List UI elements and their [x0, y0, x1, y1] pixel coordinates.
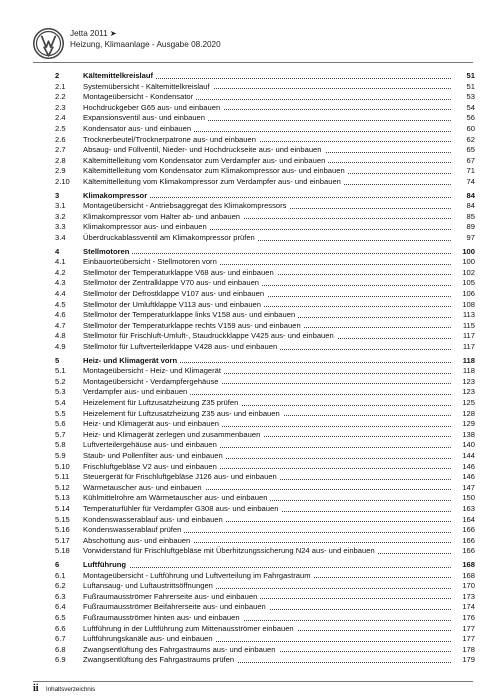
- toc-section-entry[interactable]: [55, 166, 475, 177]
- toc-entry-title[interactable]: Zwangsentlüftung des Fahrgastraums aus- und einbauen: [83, 645, 279, 656]
- toc-section-entry[interactable]: [55, 342, 475, 353]
- toc-entry-page[interactable]: 140: [451, 440, 475, 451]
- toc-entry-page[interactable]: 128: [451, 409, 475, 420]
- toc-section-entry[interactable]: [55, 592, 475, 603]
- toc-entry-page[interactable]: 106: [451, 289, 475, 300]
- toc-entry-page[interactable]: 170: [451, 581, 475, 592]
- toc-section-entry[interactable]: [55, 310, 475, 321]
- toc-entry-number: 5.11: [55, 472, 70, 482]
- dot-leader: [83, 567, 451, 568]
- toc-section-entry[interactable]: [55, 82, 475, 93]
- toc-entry-page[interactable]: 89: [451, 222, 475, 233]
- toc-entry-number: 2.3: [55, 102, 66, 112]
- toc-section-entry[interactable]: [55, 103, 475, 114]
- toc-entry-page[interactable]: 84: [451, 191, 475, 202]
- toc-entry-title[interactable]: Montageübersicht - Antriebsaggregat des Klimakompressors: [83, 201, 289, 212]
- toc-entry-title[interactable]: Heizelement für Luftzusatzheizung Z35 aus- und einbauen: [83, 409, 283, 420]
- toc-section-entry[interactable]: [55, 222, 475, 233]
- toc-entry-number: 5.16: [55, 525, 70, 535]
- toc-entry-page[interactable]: 177: [451, 634, 475, 645]
- toc-section-entry[interactable]: [55, 300, 475, 311]
- toc-entry-number: 5.4: [55, 397, 66, 407]
- toc-entry-number: 5.15: [55, 514, 70, 524]
- toc-chapter-entry[interactable]: [55, 247, 475, 258]
- toc-entry-number: 5.17: [55, 535, 70, 545]
- toc-entry-page[interactable]: 54: [451, 103, 475, 114]
- toc-section-entry[interactable]: [55, 546, 475, 557]
- toc-entry-title[interactable]: Stellmotor der Temperaturklappe V68 aus- und einbauen: [83, 268, 277, 279]
- toc-entry-number: 3.1: [55, 201, 66, 211]
- toc-chapter-entry[interactable]: [55, 356, 475, 367]
- manual-subtitle: Heizung, Klimaanlage - Ausgabe 08.2020: [70, 40, 221, 49]
- toc-entry-number: 2.5: [55, 124, 66, 134]
- toc-section-entry[interactable]: [55, 419, 475, 430]
- toc-entry-title[interactable]: Luftansaug- und Luftaustrittsöffnungen: [83, 581, 216, 592]
- toc-entry-title[interactable]: Kältemittelleitung vom Kondensator zum Verdampfer aus- und einbauen: [83, 156, 328, 167]
- toc-entry-title[interactable]: Kondensator aus- und einbauen: [83, 124, 194, 135]
- toc-entry-title[interactable]: Verdampfer aus- und einbauen: [83, 387, 190, 398]
- toc-entry-title[interactable]: Systemübersicht - Kältemittelkreislauf: [83, 82, 213, 93]
- toc-entry-page[interactable]: 179: [451, 655, 475, 666]
- toc-entry-number: 2: [55, 71, 60, 80]
- toc-entry-number: 4.1: [55, 257, 66, 267]
- toc-entry-title[interactable]: Fußraumausströmer Fahrerseite aus- und einbauen: [83, 592, 260, 603]
- toc-entry-number: 5.10: [55, 461, 70, 471]
- toc-entry-number: 6.6: [55, 623, 66, 633]
- toc-entry-page[interactable]: 144: [451, 451, 475, 462]
- toc-entry-title[interactable]: Stellmotor der Defrostklappe V107 aus- und einbauen: [83, 289, 267, 300]
- toc-entry-title[interactable]: Stellmotoren: [83, 247, 132, 258]
- toc-entry-page[interactable]: 178: [451, 645, 475, 656]
- toc-entry-title[interactable]: Frischluftgebläse V2 aus- und einbauen: [83, 462, 220, 473]
- toc-entry-title[interactable]: Heiz- und Klimagerät vorn: [83, 356, 180, 367]
- toc-entry-page[interactable]: 173: [451, 592, 475, 603]
- toc-entry-number: 6.5: [55, 613, 66, 623]
- toc-section-entry[interactable]: [55, 483, 475, 494]
- toc-section-entry[interactable]: [55, 451, 475, 462]
- toc-section-entry[interactable]: [55, 212, 475, 223]
- toc-entry-page[interactable]: 113: [451, 310, 475, 321]
- toc-entry-page[interactable]: 174: [451, 602, 475, 613]
- toc-entry-number: 4.2: [55, 267, 66, 277]
- toc-section-entry[interactable]: [55, 321, 475, 332]
- toc-entry-page[interactable]: 146: [451, 472, 475, 483]
- document-header: [33, 26, 473, 62]
- toc-entry-title[interactable]: Heiz- und Klimagerät zerlegen und zusammenbauen: [83, 430, 263, 441]
- toc-entry-title[interactable]: Expansionsventil aus- und einbauen: [83, 113, 208, 124]
- toc-entry-page[interactable]: 85: [451, 212, 475, 223]
- toc-entry-title[interactable]: Hochdruckgeber G65 aus- und einbauen: [83, 103, 223, 114]
- toc-section-entry[interactable]: [55, 113, 475, 124]
- toc-section-entry[interactable]: [55, 366, 475, 377]
- toc-section-entry[interactable]: [55, 515, 475, 526]
- toc-entry-title[interactable]: Absaug- und Füllventil, Nieder- und Hochdruckseite aus- und einbauen: [83, 145, 325, 156]
- toc-entry-number: 4.4: [55, 288, 66, 298]
- toc-entry-page[interactable]: 84: [451, 201, 475, 212]
- dot-leader: [83, 253, 451, 254]
- toc-section-entry[interactable]: [55, 289, 475, 300]
- toc-entry-title[interactable]: Klimakompressor vom Halter ab- und anbauen: [83, 212, 243, 223]
- vehicle-title: Jetta 2011 ➤: [70, 29, 117, 38]
- toc-entry-title[interactable]: Kühlmittelrohre am Wärmetauscher aus- und einbauen: [83, 493, 270, 504]
- toc-section-entry[interactable]: [55, 634, 475, 645]
- toc-entry-number: 6: [55, 559, 60, 569]
- toc-section-entry[interactable]: [55, 387, 475, 398]
- toc-entry-number: 3.3: [55, 222, 66, 232]
- header-text: [70, 28, 221, 50]
- toc-entry-page[interactable]: 123: [451, 387, 475, 398]
- toc-section-entry[interactable]: [55, 233, 475, 244]
- toc-entry-title[interactable]: Stellmotor der Temperaturklappe rechts V159 aus- und einbauen: [83, 321, 304, 332]
- toc-entry-page[interactable]: 53: [451, 92, 475, 103]
- toc-entry-page[interactable]: 166: [451, 525, 475, 536]
- toc-entry-page[interactable]: 102: [451, 268, 475, 279]
- toc-section-entry[interactable]: [55, 571, 475, 582]
- toc-entry-page[interactable]: 138: [451, 430, 475, 441]
- toc-entry-number: 5.9: [55, 451, 66, 460]
- toc-chapter-entry[interactable]: [55, 191, 475, 202]
- toc-entry-page[interactable]: 163: [451, 504, 475, 515]
- toc-entry-title[interactable]: Temperaturfühler für Verdampfer G308 aus- und einbauen: [83, 504, 281, 515]
- toc-entry-number: 5.5: [55, 408, 66, 418]
- toc-entry-number: 5.13: [55, 493, 70, 503]
- toc-entry-title[interactable]: Heiz- und Klimagerät aus- und einbauen: [83, 419, 222, 430]
- toc-entry-title[interactable]: Montageübersicht - Heiz- und Klimagerät: [83, 366, 224, 377]
- toc-entry-number: 5.18: [55, 546, 70, 556]
- toc-entry-title[interactable]: Kondenswasserablauf prüfen: [83, 525, 184, 536]
- toc-entry-title[interactable]: Montageübersicht - Verdampfergehäuse: [83, 377, 222, 388]
- toc-entry-number: 4.9: [55, 342, 66, 352]
- table-of-contents: [55, 71, 475, 666]
- toc-entry-page[interactable]: 146: [451, 462, 475, 473]
- toc-entry-page[interactable]: 97: [451, 233, 475, 244]
- toc-entry-number: 5.6: [55, 419, 66, 429]
- toc-entry-title[interactable]: Fußraumausströmer hinten aus- und einbauen: [83, 613, 243, 624]
- toc-entry-title[interactable]: Staub- und Pollenfilter aus- und einbauen: [83, 451, 226, 462]
- toc-entry-title[interactable]: Fußraumausströmer Beifahrerseite aus- und einbauen: [83, 602, 269, 613]
- toc-entry-number: 4.7: [55, 320, 66, 330]
- toc-entry-title[interactable]: Kältemittelleitung vom Klimakompressor zum Verdampfer aus- und einbauen: [83, 177, 344, 188]
- toc-chapter-entry[interactable]: [55, 71, 475, 82]
- page-number: ii: [33, 683, 39, 694]
- toc-entry-title[interactable]: Kondenswasserablauf aus- und einbauen: [83, 515, 226, 526]
- toc-entry-title[interactable]: Heizelement für Luftzusatzheizung Z35 prüfen: [83, 398, 241, 409]
- header-divider: [33, 62, 473, 63]
- toc-entry-title[interactable]: Zwangsentlüftung des Fahrgastraums prüfen: [83, 655, 237, 666]
- toc-entry-number: 6.9: [55, 655, 66, 665]
- toc-entry-number: 5.14: [55, 504, 70, 514]
- toc-entry-title[interactable]: Stellmotor für Luftverteilerklappe V428 aus- und einbauen: [83, 342, 280, 353]
- toc-entry-title[interactable]: Luftführung in der Luftführung zum Mittenausströmer einbauen: [83, 624, 297, 635]
- toc-entry-page[interactable]: 123: [451, 377, 475, 388]
- toc-entry-page[interactable]: 164: [451, 515, 475, 526]
- toc-entry-number: 6.4: [55, 602, 66, 612]
- toc-section-entry[interactable]: [55, 624, 475, 635]
- toc-section-entry[interactable]: [55, 156, 475, 167]
- toc-section-entry[interactable]: [55, 377, 475, 388]
- toc-entry-title[interactable]: Einbauorteübersicht - Stellmotoren vorn: [83, 257, 220, 268]
- toc-entry-page[interactable]: 105: [451, 278, 475, 289]
- toc-entry-number: 2.1: [55, 81, 66, 91]
- toc-entry-number: 4.8: [55, 331, 66, 341]
- toc-entry-number: 6.7: [55, 634, 66, 644]
- toc-section-entry[interactable]: [55, 613, 475, 624]
- toc-entry-number: 4.6: [55, 310, 66, 320]
- toc-entry-page[interactable]: 125: [451, 398, 475, 409]
- toc-entry-title[interactable]: Wärmetauscher aus- und einbauen: [83, 483, 205, 494]
- toc-entry-title[interactable]: Trocknerbeutel/Trocknerpatrone aus- und einbauen: [83, 135, 259, 146]
- toc-section-entry[interactable]: [55, 430, 475, 441]
- toc-entry-number: 5.8: [55, 440, 66, 450]
- toc-entry-page[interactable]: 177: [451, 624, 475, 635]
- toc-section-entry[interactable]: [55, 145, 475, 156]
- toc-entry-page[interactable]: 168: [451, 571, 475, 582]
- toc-entry-title[interactable]: Klimakompressor: [83, 191, 150, 202]
- toc-entry-page[interactable]: 100: [451, 247, 475, 258]
- toc-entry-page[interactable]: 60: [451, 124, 475, 135]
- toc-entry-number: 6.8: [55, 644, 66, 654]
- toc-entry-page[interactable]: 168: [451, 560, 475, 571]
- toc-entry-page[interactable]: 100: [451, 257, 475, 268]
- toc-section-entry[interactable]: [55, 409, 475, 420]
- toc-section-entry[interactable]: [55, 331, 475, 342]
- toc-entry-number: 5: [55, 355, 60, 365]
- toc-entry-number: 5.3: [55, 387, 66, 397]
- toc-entry-title[interactable]: Überdruckablassventil am Klimakompressor prüfen: [83, 233, 258, 244]
- toc-entry-number: 3.4: [55, 233, 66, 243]
- toc-entry-number: 3.2: [55, 211, 66, 221]
- toc-entry-title[interactable]: Vorwiderstand für Frischluftgebläse mit Überhitzungssicherung N24 aus- und einbauen: [83, 546, 378, 557]
- toc-entry-number: 2.7: [55, 145, 66, 155]
- toc-entry-number: 4.5: [55, 299, 66, 309]
- toc-entry-number: 5.12: [55, 482, 70, 492]
- toc-entry-page[interactable]: 108: [451, 300, 475, 311]
- toc-entry-title[interactable]: Luftführungskanäle aus- und einbauen: [83, 634, 216, 645]
- toc-entry-page[interactable]: 166: [451, 546, 475, 557]
- toc-section-entry[interactable]: [55, 440, 475, 451]
- toc-section-entry[interactable]: [55, 581, 475, 592]
- toc-section-entry[interactable]: [55, 278, 475, 289]
- toc-entry-number: 2.9: [55, 166, 66, 176]
- toc-section-entry[interactable]: [55, 645, 475, 656]
- toc-section-entry[interactable]: [55, 201, 475, 212]
- toc-chapter-entry[interactable]: [55, 560, 475, 571]
- toc-section-entry[interactable]: [55, 462, 475, 473]
- footer-label: Inhaltsverzeichnis: [46, 686, 96, 693]
- toc-entry-number: 2.2: [55, 92, 66, 102]
- toc-section-entry[interactable]: [55, 602, 475, 613]
- toc-entry-page[interactable]: 67: [451, 156, 475, 167]
- vw-logo-icon: [33, 28, 64, 59]
- toc-entry-number: 4: [55, 246, 60, 256]
- toc-entry-page[interactable]: 51: [451, 71, 475, 82]
- toc-section-entry[interactable]: [55, 504, 475, 515]
- toc-entry-page[interactable]: 65: [451, 145, 475, 156]
- toc-entry-number: 5.7: [55, 429, 66, 439]
- toc-section-entry[interactable]: [55, 124, 475, 135]
- toc-entry-page[interactable]: 118: [451, 356, 475, 367]
- toc-entry-page[interactable]: 115: [451, 321, 475, 332]
- toc-section-entry[interactable]: [55, 257, 475, 268]
- toc-entry-page[interactable]: 118: [451, 366, 475, 377]
- toc-section-entry[interactable]: [55, 92, 475, 103]
- toc-entry-title[interactable]: Montageübersicht - Kondensator: [83, 92, 196, 103]
- toc-entry-number: 2.4: [55, 113, 66, 123]
- footer-divider: [33, 681, 473, 682]
- toc-entry-title[interactable]: Abschottung aus- und einbauen: [83, 536, 193, 547]
- toc-entry-title[interactable]: Luftverteilergehäuse aus- und einbauen: [83, 440, 220, 451]
- toc-entry-number: 6.2: [55, 581, 66, 591]
- toc-entry-title[interactable]: Stellmotor der Umluftklappe V113 aus- und einbauen: [83, 300, 264, 311]
- toc-entry-number: 3: [55, 190, 60, 200]
- toc-entry-page[interactable]: 71: [451, 166, 475, 177]
- toc-entry-number: 6.3: [55, 591, 66, 601]
- toc-entry-title[interactable]: Stellmotor der Zentralklappe V70 aus- und einbauen: [83, 278, 262, 289]
- toc-section-entry[interactable]: [55, 655, 475, 666]
- toc-entry-title[interactable]: Kältemittelkreislauf: [83, 71, 156, 82]
- toc-entry-page[interactable]: 129: [451, 419, 475, 430]
- toc-entry-title[interactable]: Stellmotor für Frischluft-Umluft-, Staudruckklappe V425 aus- und einbauen: [83, 331, 337, 342]
- toc-section-entry[interactable]: [55, 398, 475, 409]
- toc-section-entry[interactable]: [55, 472, 475, 483]
- toc-section-entry[interactable]: [55, 268, 475, 279]
- toc-entry-page[interactable]: 51: [451, 82, 475, 93]
- toc-section-entry[interactable]: [55, 135, 475, 146]
- toc-entry-number: 5.2: [55, 376, 66, 386]
- toc-entry-page[interactable]: 166: [451, 536, 475, 547]
- toc-entry-page[interactable]: 56: [451, 113, 475, 124]
- toc-entry-page[interactable]: 117: [451, 342, 475, 353]
- toc-entry-page[interactable]: 62: [451, 135, 475, 146]
- toc-entry-title[interactable]: Steuergerät für Frischluftgebläse J126 aus- und einbauen: [83, 472, 280, 483]
- toc-entry-title[interactable]: Kältemittelleitung vom Kondensator zum Klimakompressor aus- und einbauen: [83, 166, 348, 177]
- toc-entry-number: 6.1: [55, 570, 66, 580]
- toc-entry-number: 2.8: [55, 155, 66, 165]
- toc-section-entry[interactable]: [55, 493, 475, 504]
- toc-entry-number: 5.1: [55, 366, 66, 376]
- toc-entry-title[interactable]: Klimakompressor aus- und einbauen: [83, 222, 210, 233]
- toc-entry-title[interactable]: Stellmotor der Temperaturklappe links V158 aus- und einbauen: [83, 310, 298, 321]
- toc-entry-number: 2.6: [55, 134, 66, 144]
- toc-entry-page[interactable]: 117: [451, 331, 475, 342]
- toc-entry-title[interactable]: Luftführung: [83, 560, 129, 571]
- toc-entry-title[interactable]: Montageübersicht - Luftführung und Luftverteilung im Fahrgastraum: [83, 571, 314, 582]
- toc-section-entry[interactable]: [55, 177, 475, 188]
- toc-entry-number: 4.3: [55, 278, 66, 288]
- toc-entry-page[interactable]: 176: [451, 613, 475, 624]
- toc-entry-page[interactable]: 147: [451, 483, 475, 494]
- toc-entry-number: 2.10: [55, 177, 70, 187]
- toc-entry-page[interactable]: 74: [451, 177, 475, 188]
- toc-section-entry[interactable]: [55, 525, 475, 536]
- toc-entry-page[interactable]: 150: [451, 493, 475, 504]
- toc-section-entry[interactable]: [55, 536, 475, 547]
